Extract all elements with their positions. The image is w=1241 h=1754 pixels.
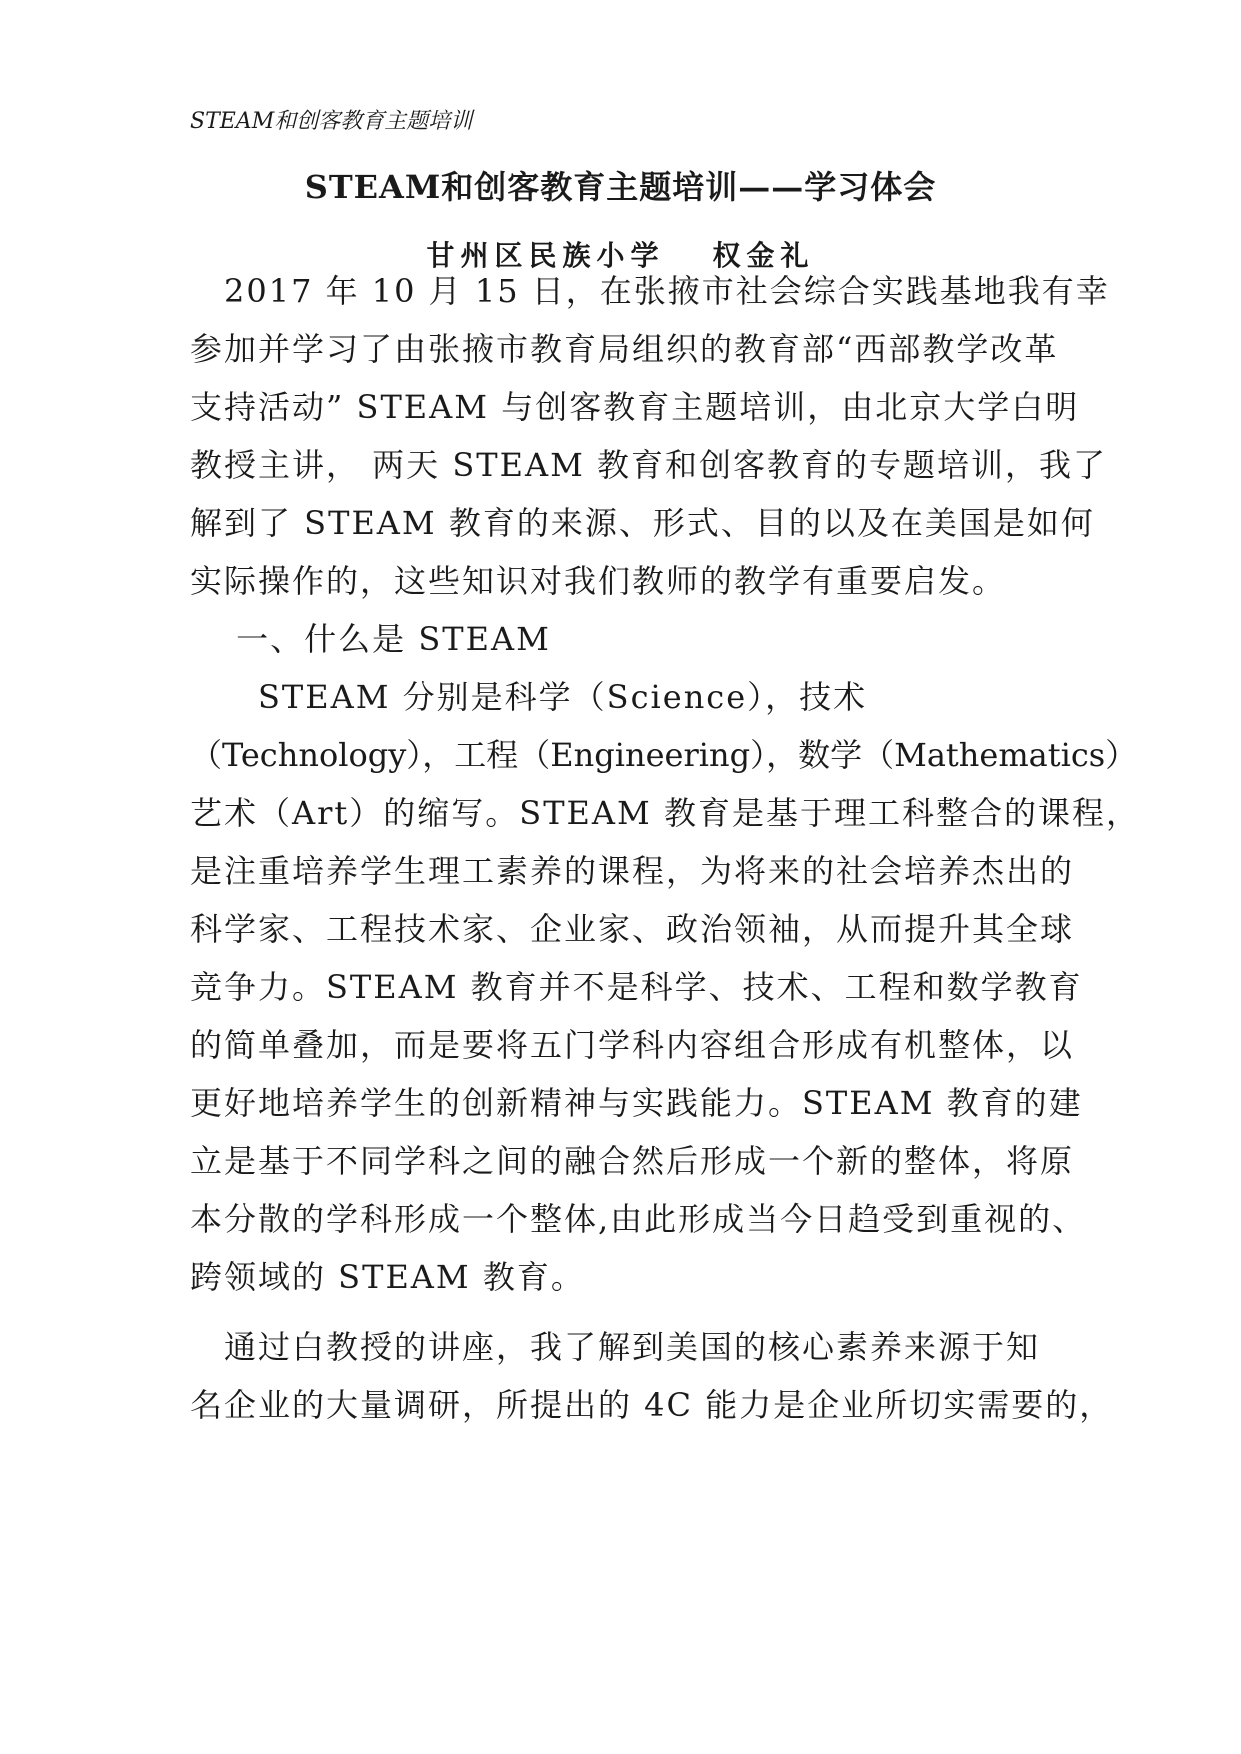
body-line: 解到了 STEAM 教育的来源、形式、目的以及在美国是如何 (190, 504, 1095, 542)
running-header: STEAM和创客教育主题培训 (190, 109, 473, 134)
body-line: 本分散的学科形成一个整体,由此形成当今日趋受到重视的、 (190, 1200, 1087, 1238)
body-line: 立是基于不同学科之间的融合然后形成一个新的整体，将原 (190, 1142, 1075, 1180)
section-heading: 一、什么是 STEAM (190, 620, 551, 658)
body-line: 科学家、工程技术家、企业家、政治领袖，从而提升其全球 (190, 910, 1075, 948)
body-line: 更好地培养学生的创新精神与实践能力。STEAM 教育的建 (190, 1084, 1083, 1122)
body-line: 竞争力。STEAM 教育并不是科学、技术、工程和数学教育 (190, 968, 1083, 1006)
body-line: 跨领域的 STEAM 教育。 (190, 1258, 585, 1296)
body-line: 艺术（Art）的缩写。STEAM 教育是基于理工科整合的课程， (190, 794, 1140, 832)
body-line: 2017 年 10 月 15 日，在张掖市社会综合实践基地我有幸 (190, 272, 1110, 310)
document-title: STEAM和创客教育主题培训——学习体会 (304, 168, 937, 206)
body-line: 实际操作的，这些知识对我们教师的教学有重要启发。 (190, 562, 1007, 600)
body-line: 通过白教授的讲座，我了解到美国的核心素养来源于知 (190, 1328, 1041, 1366)
author-name: 权金礼 (712, 239, 815, 272)
body-line: 教授主讲， 两天 STEAM 教育和创客教育的专题培训，我了 (190, 446, 1108, 484)
body-line: 支持活动” STEAM 与创客教育主题培训，由北京大学白明 (190, 388, 1080, 426)
body-line: 是注重培养学生理工素养的课程，为将来的社会培养杰出的 (190, 852, 1075, 890)
body-line: 名企业的大量调研，所提出的 4C 能力是企业所切实需要的， (190, 1386, 1114, 1424)
body-line: （Technology），工程（Engineering），数学（Mathematics） (190, 736, 1138, 774)
author-school: 甘州区民族小学 (426, 239, 665, 272)
body-line: 参加并学习了由张掖市教育局组织的教育部“西部教学改革 (190, 330, 1059, 368)
body-line: STEAM 分别是科学（Science），技术 (190, 678, 868, 716)
body-line: 的简单叠加，而是要将五门学科内容组合形成有机整体，以 (190, 1026, 1075, 1064)
